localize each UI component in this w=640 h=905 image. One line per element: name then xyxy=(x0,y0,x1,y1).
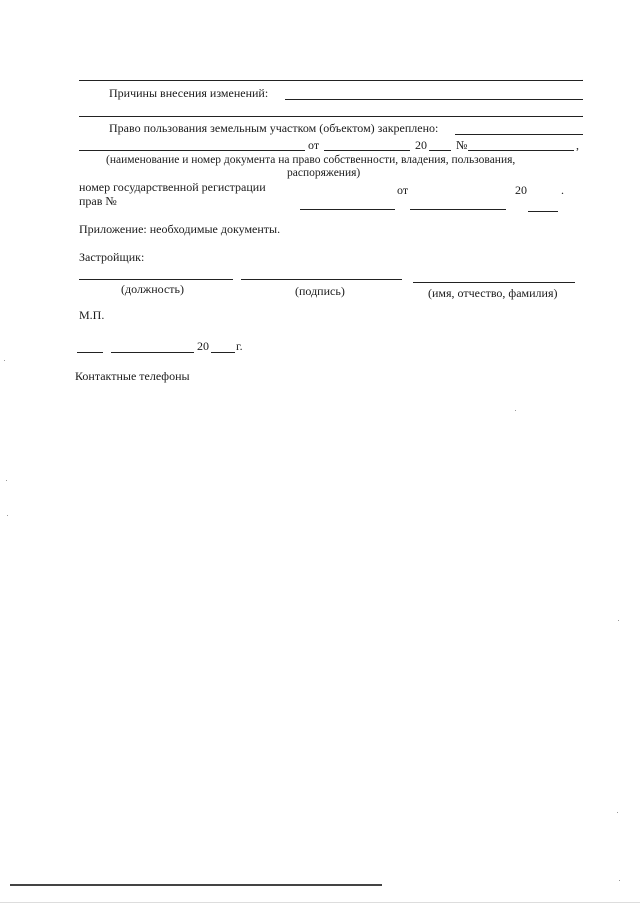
ot-label-1: от xyxy=(308,138,320,152)
name-field[interactable] xyxy=(413,282,575,283)
comma-mark: , xyxy=(576,138,579,152)
document-name-field[interactable] xyxy=(79,150,305,151)
date-month-field[interactable] xyxy=(111,352,194,353)
date-year-field[interactable] xyxy=(211,352,235,353)
land-right-label: Право пользования земельным участком (объектом) закреплено: xyxy=(109,121,439,135)
signature-field[interactable] xyxy=(241,279,402,280)
document-date-field[interactable] xyxy=(324,150,410,151)
document-caption-line1: (наименование и номер документа на право собственности, владения, пользования, xyxy=(106,154,516,166)
bottom-rule xyxy=(10,884,382,886)
position-field[interactable] xyxy=(79,279,233,280)
signature-caption: (подпись) xyxy=(295,284,345,298)
year-label-2: 20 xyxy=(515,183,527,197)
name-caption: (имя, отчество, фамилия) xyxy=(428,286,558,300)
document-number-field[interactable] xyxy=(468,150,574,151)
top-rule xyxy=(79,80,583,81)
scan-speck xyxy=(619,880,620,881)
reasons-field-line2[interactable] xyxy=(79,116,583,117)
page-bottom-edge xyxy=(0,902,640,903)
scan-speck xyxy=(7,515,8,516)
document-year-field[interactable] xyxy=(429,150,451,151)
position-caption: (должность) xyxy=(121,282,184,296)
year-label-1: 20 xyxy=(415,138,427,152)
top-rule-mark: . xyxy=(581,73,584,83)
ot-label-2: от xyxy=(397,183,409,197)
reg-year-field[interactable] xyxy=(528,211,558,212)
developer-label: Застройщик: xyxy=(79,250,145,264)
scan-speck xyxy=(6,480,7,481)
scan-speck xyxy=(4,360,5,361)
reasons-rule-mark: . xyxy=(581,109,584,119)
stamp-label: М.П. xyxy=(79,308,105,322)
contacts-label: Контактные телефоны xyxy=(75,369,190,383)
reg-number-label-line1: номер государственной регистрации xyxy=(79,180,266,194)
reasons-field[interactable] xyxy=(285,99,583,100)
scan-speck xyxy=(617,812,618,813)
reg-number-label-line2: прав № xyxy=(79,194,117,208)
scan-speck xyxy=(618,620,619,621)
date-day-field[interactable] xyxy=(77,352,103,353)
reg-date-field[interactable] xyxy=(410,209,506,210)
date-year-label: 20 xyxy=(197,339,209,353)
reg-number-field[interactable] xyxy=(300,209,395,210)
scan-speck xyxy=(515,410,516,411)
attachment-text: Приложение: необходимые документы. xyxy=(79,222,281,236)
document-caption-line2: распоряжения) xyxy=(287,167,361,179)
dot-mark: . xyxy=(561,183,564,197)
reasons-label: Причины внесения изменений: xyxy=(109,86,269,100)
date-suffix: г. xyxy=(236,339,243,353)
land-right-field[interactable] xyxy=(455,134,583,135)
number-sign-1: № xyxy=(456,138,468,152)
